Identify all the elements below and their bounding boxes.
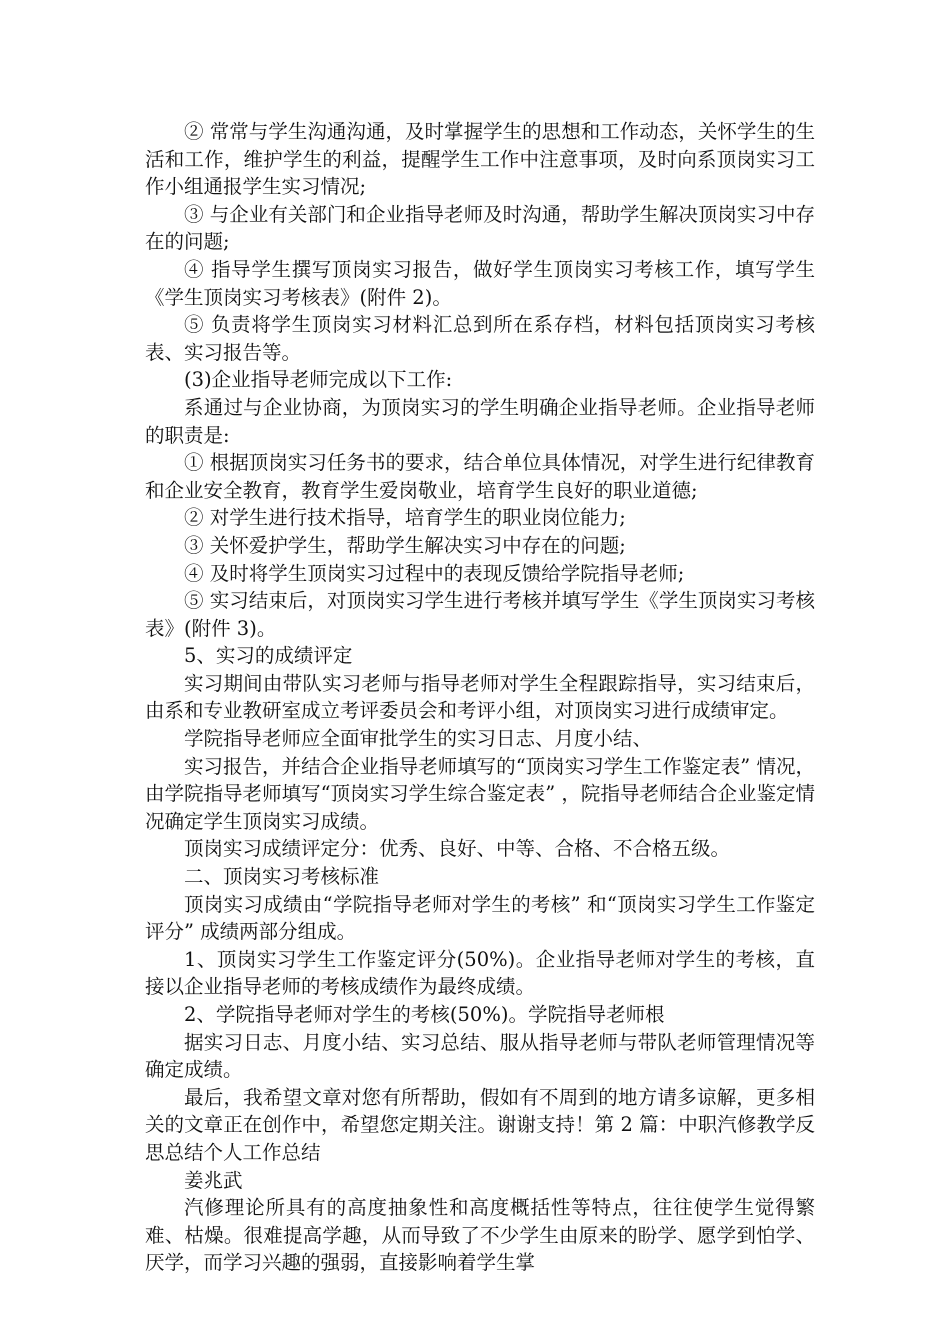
paragraph: 实习报告，并结合企业指导老师填写的“顶岗实习学生工作鉴定表” 情况，由学院指导老师填写“顶岗实习学生综合鉴定表” ，院指导老师结合企业鉴定情况确定学生顶岗实习成绩。 bbox=[145, 754, 815, 833]
paragraph: 最后，我希望文章对您有所帮助，假如有不周到的地方请多谅解，更多相关的文章正在创作中，希望您定期关注。谢谢支持！第 2 篇：中职汽修教学反思总结个人工作总结 bbox=[145, 1085, 815, 1164]
paragraph: 学院指导老师应全面审批学生的实习日志、月度小结、 bbox=[184, 727, 653, 751]
paragraph: 系通过与企业协商，为顶岗实习的学生明确企业指导老师。企业指导老师的职责是: bbox=[145, 395, 815, 447]
paragraph: 实习期间由带队实习老师与指导老师对学生全程跟踪指导，实习结束后，由系和专业教研室成立考评委员会和考评小组，对顶岗实习进行成绩审定。 bbox=[145, 671, 815, 723]
paragraph: ① 根据顶岗实习任务书的要求，结合单位具体情况，对学生进行纪律教育和企业安全教育，教育学生爱岗敬业，培育学生良好的职业道德; bbox=[145, 451, 815, 502]
paragraph: ⑤ 负责将学生顶岗实习材料汇总到所在系存档，材料包括顶岗实习考核表、实习报告等。 bbox=[145, 313, 815, 364]
section-heading: 二、顶岗实习考核标准 bbox=[184, 865, 380, 889]
paragraph: ⑤ 实习结束后，对顶岗实习学生进行考核并填写学生《学生顶岗实习考核表》(附件 3)。 bbox=[145, 589, 815, 640]
paragraph: ② 对学生进行技术指导，培育学生的职业岗位能力; bbox=[184, 506, 626, 530]
paragraph: ④ 指导学生撰写顶岗实习报告，做好学生顶岗实习考核工作，填写学生《学生顶岗实习考核表》(附件 2)。 bbox=[145, 257, 815, 309]
paragraph: 汽修理论所具有的高度抽象性和高度概括性等特点，往往使学生觉得繁难、枯燥。很难提高学趣，从而导致了不少学生由原来的盼学、愿学到怕学、厌学，而学习兴趣的强弱，直接影响着学生掌 bbox=[145, 1196, 815, 1275]
paragraph: 1、顶岗实习学生工作鉴定评分(50%)。企业指导老师对学生的考核，直接以企业指导老师的考核成绩作为最终成绩。 bbox=[145, 947, 815, 999]
paragraph: 顶岗实习成绩由“学院指导老师对学生的考核” 和“顶岗实习学生工作鉴定评分” 成绩两部分组成。 bbox=[145, 892, 815, 944]
paragraph: ③ 关怀爱护学生，帮助学生解决实习中存在的问题; bbox=[184, 533, 626, 557]
document-body bbox=[145, 118, 815, 1277]
paragraph: 2、学院指导老师对学生的考核(50%)。学院指导老师根 bbox=[184, 1003, 665, 1026]
paragraph: ④ 及时将学生顶岗实习过程中的表现反馈给学院指导老师; bbox=[184, 561, 685, 585]
paragraph: ② 常常与学生沟通沟通，及时掌握学生的思想和工作动态，关怀学生的生活和工作，维护学生的利益，提醒学生工作中注意事项，及时向系顶岗实习工作小组通报学生实习情况; bbox=[145, 120, 815, 199]
section-heading: 5、实习的成绩评定 bbox=[184, 644, 353, 668]
paragraph: 顶岗实习成绩评定分：优秀、良好、中等、合格、不合格五级。 bbox=[184, 837, 731, 861]
paragraph: 据实习日志、月度小结、实习总结、服从指导老师与带队老师管理情况等确定成绩。 bbox=[145, 1030, 815, 1082]
paragraph: (3)企业指导老师完成以下工作: bbox=[184, 368, 453, 392]
author-name: 姜兆武 bbox=[184, 1168, 243, 1192]
paragraph: ③ 与企业有关部门和企业指导老师及时沟通，帮助学生解决顶岗实习中存在的问题; bbox=[145, 202, 815, 254]
